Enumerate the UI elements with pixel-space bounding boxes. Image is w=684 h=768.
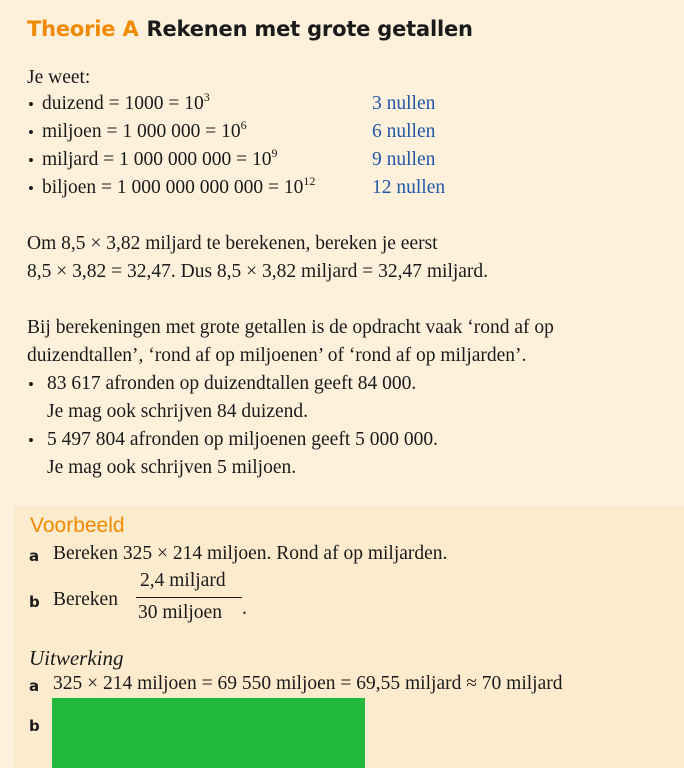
power-exponent: 3 — [203, 89, 210, 104]
example-a-label: a — [29, 547, 40, 565]
power-base: 10 — [221, 121, 241, 142]
power-value: 1 000 000 — [122, 121, 201, 142]
rounding-line-1: Bij berekeningen met grote getallen is de opdracht vaak ‘rond af op — [27, 317, 554, 338]
calc-line-1: Om 8,5 × 3,82 miljard te berekenen, bereken je eerst — [27, 233, 438, 254]
fraction-period: . — [242, 598, 247, 619]
zeros-count: 6 nullen — [372, 121, 436, 142]
rounding-item-main: 5 497 804 afronden op miljoenen geeft 5 000 000. — [47, 429, 438, 450]
power-word: biljoen — [42, 177, 97, 198]
bullet: • — [28, 95, 34, 114]
fraction-numerator: 2,4 miljard — [140, 570, 226, 591]
intro-text: Je weet: — [27, 67, 91, 88]
rounding-line-2: duizendtallen’, ‘rond af op miljoenen’ of ‘rond af op miljarden’. — [27, 345, 527, 366]
rounding-item-sub: Je mag ook schrijven 5 miljoen. — [47, 457, 297, 478]
power-base: 10 — [251, 149, 272, 170]
power-value: 1 000 000 000 — [119, 149, 232, 170]
fraction-denominator: 30 miljoen — [138, 602, 222, 623]
power-exponent: 6 — [240, 117, 247, 132]
power-formula: miljard = 1 000 000 $000 = 10^9$ — [42, 145, 278, 170]
rounding-item-sub: Je mag ook schrijven 84 duizend. — [47, 401, 309, 422]
solution-b-label: b — [29, 717, 40, 735]
bullet: • — [28, 431, 34, 450]
power-value: 1000 — [124, 93, 164, 114]
zeros-count: 12 nullen — [372, 177, 446, 198]
bullet: • — [28, 151, 34, 170]
page-title: Rekenen met grote getallen — [146, 17, 473, 41]
section-header — [27, 17, 473, 41]
power-formula: biljoen = 1 000 000 000 $000 = 10^{12}$ — [42, 173, 316, 198]
power-word: miljard — [42, 149, 99, 170]
zeros-count: 3 nullen — [372, 93, 436, 114]
power-formula: miljoen = 1 000 $000 = 10^6$ — [42, 117, 247, 142]
solution-a-text: 325 × 214 miljoen = 69 550 miljoen = 69,55 miljard ≈ 70 miljard — [53, 673, 563, 694]
theory-label: Theorie A — [27, 17, 139, 41]
power-word: miljoen — [42, 121, 102, 142]
solution-title: Uitwerking — [29, 646, 124, 670]
example-title: Voorbeeld — [30, 514, 125, 537]
rounding-item-main: 83 617 afronden op duizendtallen geeft 84 000. — [47, 373, 417, 394]
power-base: 10 — [283, 177, 304, 198]
power-word: duizend — [42, 93, 104, 114]
bullet: • — [28, 179, 34, 198]
bullet: • — [28, 375, 34, 394]
zeros-count: 9 nullen — [372, 149, 436, 170]
calc-line-2: 8,5 × 3,82 = 32,47. Dus 8,5 × 3,82 miljard = 32,47 miljard. — [27, 261, 489, 282]
answer-cover-box — [52, 698, 365, 768]
example-a-text: Bereken 325 × 214 miljoen. Rond af op miljarden. — [53, 543, 448, 564]
power-exponent: 9 — [271, 145, 278, 160]
power-exponent: 12 — [303, 173, 316, 188]
power-base: 10 — [184, 93, 204, 114]
example-b-label: b — [29, 593, 40, 611]
solution-a-label: a — [29, 677, 40, 695]
fraction-bar — [136, 597, 242, 598]
power-formula: duizend = $1000 = 10^3$ — [42, 89, 210, 114]
example-b-text: Bereken — [53, 589, 118, 610]
power-value: 1 000 000 000 000 — [116, 177, 264, 198]
bullet: • — [28, 123, 34, 142]
